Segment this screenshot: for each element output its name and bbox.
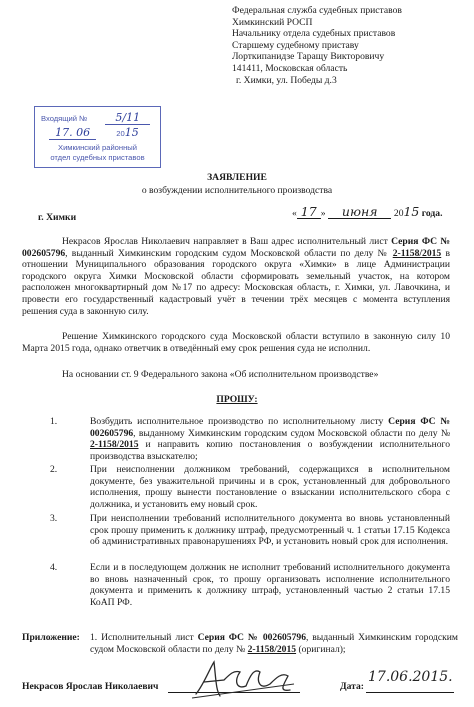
writ-series: Серия ФС № 002605796 <box>22 236 450 259</box>
court-decision-text: Решение Химкинского городского суда Московской области вступило в законную силу 10 Марта 2015 года, однако ответчик в отведённый ему срок решения суда не исполнил. <box>22 331 450 354</box>
date-year: 15 <box>403 204 420 219</box>
legal-basis-text: На основании ст. 9 Федерального закона «Об исполнительном производстве» <box>62 369 379 380</box>
recipient-line: г. Химки, ул. Победы д.3 <box>236 74 337 86</box>
date-day: 17 <box>297 206 321 219</box>
recipient-line: Начальнику отдела судебных приставов <box>232 28 396 40</box>
item-number: 1. <box>50 416 58 427</box>
attachment-text-part: 1. Исполнительный лист <box>90 632 198 643</box>
paragraph-court-decision <box>22 331 450 354</box>
stamp-org-line2: отдел судебных приставов <box>50 153 145 162</box>
recipient-line: Лорткипанидзе Таращу Викторовичу <box>232 51 385 63</box>
quote-close: » <box>320 208 326 219</box>
attachment-text-part: (оригинал); <box>296 643 346 655</box>
item-text-part: Возбудить исполнительное производство по исполнительному листу <box>90 416 389 427</box>
date-line <box>366 692 454 693</box>
document-subtitle: о возбуждении исполнительного производства <box>141 185 333 196</box>
recipient-line: Химкинский РОСП <box>232 16 313 28</box>
paragraph-intro <box>22 236 450 317</box>
date-month: июня <box>328 206 392 219</box>
item-number: 4. <box>50 562 58 573</box>
item-number: 3. <box>50 513 58 524</box>
stamp-org-line1: Химкинский районный <box>58 143 137 152</box>
intro-text: в отношении Муниципального образования городского округа «Химки» в лице Администрации городского округа Химки Московской области сформировать земельный участок, на котором расположен многоквартирный дом №17 по адресу: Московская область, г. Химки, ул. Лавочкина, и провести его государственный кадастровый учёт в течении трёх месяцев с момента вступления решения суда в законную силу. <box>22 247 450 317</box>
stamp-year: 15 <box>124 126 139 139</box>
stamp-incoming-label: Входящий № <box>41 114 88 123</box>
writ-series: Серия ФС № 002605796 <box>197 632 306 643</box>
attachment-text-part: , выданный Химкинским городским судом Московской области по делу № <box>90 632 458 655</box>
intro-text: , выданный Химкинским городским судом Московской области по делу № <box>65 247 393 259</box>
recipient-line: Федеральная служба судебных приставов <box>232 5 402 16</box>
intro-text: Некрасов Ярослав Николаевич направляет в Ваш адрес исполнительный лист <box>62 236 392 247</box>
stamp-date: 17. 06 <box>49 126 96 140</box>
recipient-line: 141411, Московская область <box>232 62 348 74</box>
case-number: 2-1158/2015 <box>90 439 139 451</box>
attachment-label: Приложение: <box>22 632 80 643</box>
stamp-incoming-number: 5/11 <box>105 111 150 125</box>
paragraph-legal-basis <box>22 369 450 381</box>
date-suffix: года. <box>419 208 443 219</box>
recipient-line: Старшему судебному приставу <box>232 39 359 51</box>
item-text: Если и в последующем должник не исполнит требований исполнительного документа во вновь назначенный срок, то прошу организовать исполнение исполнительного документа и применить к должнику штраф, установленный частью 2 статьи 17.15 КоАП РФ. <box>90 562 450 608</box>
document-title: ЗАЯВЛЕНИЕ <box>207 172 267 183</box>
case-number: 2-1158/2015 <box>247 643 297 655</box>
signature-date: 17.06.2015. <box>368 669 453 685</box>
item-text-part: , выданному Химкинским городским судом Московской области по делу № <box>133 427 450 439</box>
city: г. Химки <box>38 212 77 223</box>
date-year-prefix: 20 <box>393 208 404 219</box>
item-text-part: и направить копию постановления о возбуждении исполнительного производства взыскателю; <box>90 439 450 462</box>
document-date <box>292 206 442 220</box>
signature <box>190 650 300 706</box>
request-heading: ПРОШУ: <box>216 394 258 405</box>
item-text <box>90 416 450 462</box>
quote-open: « <box>292 208 297 219</box>
date-label: Дата: <box>340 681 364 692</box>
writ-series: Серия ФС № 002605796 <box>90 416 450 439</box>
item-number: 2. <box>50 464 58 475</box>
stamp-year-prefix: 20 <box>116 129 125 138</box>
incoming-stamp <box>34 106 161 168</box>
case-number: 2-1158/2015 <box>392 247 442 259</box>
item-text: При неисполнении требований исполнительного документа во вновь установленный срок прошу применить к должнику штраф, предусмотренный ч. 1 статьи 17.15 Кодекса об административных правонарушениях РФ, и установить новый срок для исполнения. <box>90 513 450 548</box>
signer-name: Некрасов Ярослав Николаевич <box>22 681 159 692</box>
recipient-block <box>232 5 470 86</box>
item-text: При неисполнении должником требований, содержащихся в исполнительном документе, без уважительной причины и в срок, установленный для добровольного исполнения, прошу вынести постановление о взыскании исполнительского сбора с должника, и установить ему новый срок. <box>90 464 450 510</box>
